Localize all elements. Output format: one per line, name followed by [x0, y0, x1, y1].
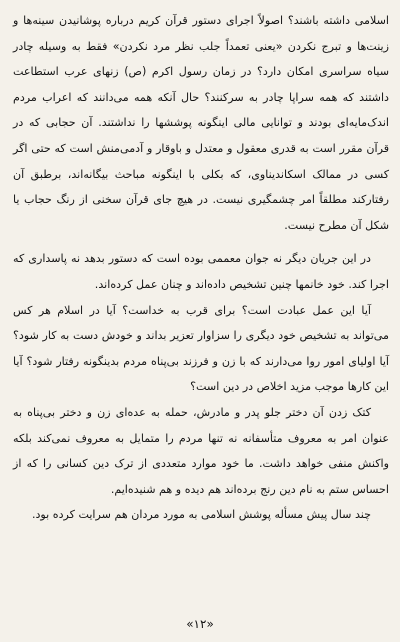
page-number-value: ۱۲ [193, 617, 207, 631]
paragraph-4: کتک زدن آن دختر جلو پدر و مادرش، حمله به عده‌ای زن و دختر بی‌پناه به عنوان امر به معروف متأسفانه نه تنها مردم را متمایل به معروف نمی‌کند بلکه واکنش منفی خواهد داشت. ما خود موارد متعددی از ترک دین کسانی را که از احساس ستم به نام دین رنج برده‌اند هم دیده و هم شنیده‌ایم. [13, 405, 389, 496]
page-number-ornament-left: « [206, 617, 214, 631]
page-number [0, 617, 400, 631]
paragraph-5: چند سال پیش مسأله پوشش اسلامی به مورد مردان هم سرایت کرده بود. [31, 508, 371, 522]
paragraph-3: آیا این عمل عبادت است؟ برای قرب به خداست؟ آیا در اسلام هر کس می‌تواند به تشخیص خود دیگری را سزاوار تعزیر بداند و خودش دست به کار شود؟ آیا اولیای امور روا می‌دارند که با زن و فرزند بی‌پناه مردم بدینگونه رفتار شود؟ آیا این کارها موجب مزید اخلاص در دین است؟ [13, 303, 389, 394]
paragraph-1: اسلامی داشته باشند؟ اصولاً اجرای دستور قرآن کریم درباره پوشانیدن سینه‌ها و زینت‌ها و تبرج نکردن «یعنی تعمداً جلب نظر مرد نکردن» فقط به وسیله چادر سیاه سراسری امکان دارد؟ در زمان رسول اکرم (ص) زنهای عرب استطاعت داشتند که همه سراپا چادر به سرکنند؟ حال آنکه همه می‌دانند که اعراب مردم اندک‌مایه‌ای بودند و توانایی مالی اینگونه پوششها را نداشتند. آن حجابی که در قرآن مقرر است به قدری معقول و معتدل و باوقار و آدمی‌منش است که حتی اگر کسی در ممالک اسکاندیناوی، که بکلی با اینگونه مباحث بیگانه‌اند، برطبق آن رفتارکند مطلقاً امر چشمگیری نیست. در هیچ جای قرآن سخنی از رنگ حجاب یا شکل آن مطرح نیست. [13, 14, 389, 232]
page-number-ornament-right: » [186, 617, 194, 631]
paragraph-2: در این جریان دیگر نه جوان معممی بوده است که دستور بدهد نه پاسداری که اجرا کند. خود خانمها چنین تشخیص داده‌اند و چنان عمل کرده‌اند. [13, 252, 389, 291]
